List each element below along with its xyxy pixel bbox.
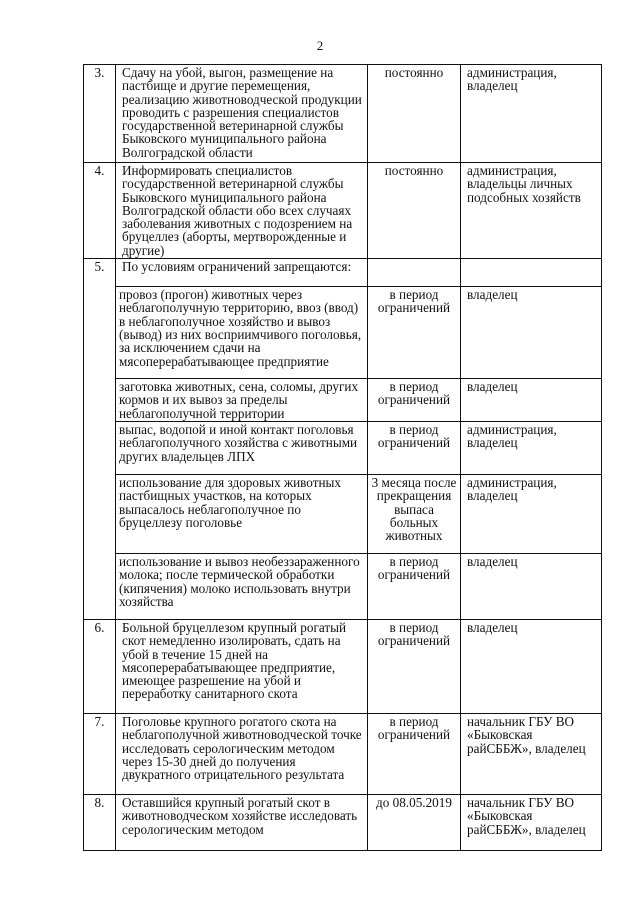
row-number: 7. bbox=[84, 713, 116, 794]
measure-responsible bbox=[461, 259, 602, 287]
measure-description: Информировать специалистов государственной ветеринарной службы Быковского муниципального района Волгоградской области обо всех случаях заболевания животных с подозрением на бруцеллез (аборты, мертворожденные и другие) bbox=[116, 163, 368, 259]
measure-term: 3 месяца после прекращения выпаса больных животных bbox=[368, 474, 461, 553]
measure-responsible: владелец bbox=[461, 619, 602, 713]
measure-description: Оставшийся крупный рогатый скот в животноводческом хозяйстве исследовать серологическим методом bbox=[116, 794, 368, 850]
measure-description: использование и вывоз необеззараженного молока; после термической обработки (кипячения) молоко использовать внутри хозяйства bbox=[116, 553, 368, 619]
measure-term: в период ограничений bbox=[368, 553, 461, 619]
measure-description: Поголовье крупного рогатого скота на неблагополучной животноводческой точке исследовать серологическим методом через 15-30 дней до получения двукратного отрицательного результата bbox=[116, 713, 368, 794]
table-row bbox=[84, 163, 602, 259]
measure-term: в период ограничений bbox=[368, 421, 461, 474]
row-number: 6. bbox=[84, 619, 116, 713]
measure-responsible: начальник ГБУ ВО «Быковская райСББЖ», владелец bbox=[461, 713, 602, 794]
measure-description: провоз (прогон) животных через неблагополучную территорию, ввоз (ввод) в неблагополучное хозяйство и вывоз (вывод) из них восприимчивого поголовья, за исключением сдачи на мясоперерабатывающее предприятие bbox=[116, 287, 368, 379]
measure-description: использование для здоровых животных пастбищных участков, на которых выпасалось неблагополучное по бруцеллезу поголовье bbox=[116, 474, 368, 553]
measure-term: постоянно bbox=[368, 163, 461, 259]
measure-term: в период ограничений bbox=[368, 379, 461, 422]
table-row bbox=[84, 619, 602, 713]
measure-description: Больной бруцеллезом крупный рогатый скот немедленно изолировать, сдать на убой в течение 15 дней на мясоперерабатывающее предприятие, имеющее разрешение на убой и переработку санитарного скота bbox=[116, 619, 368, 713]
measure-term: в период ограничений bbox=[368, 713, 461, 794]
measure-responsible: администрация, владелец bbox=[461, 474, 602, 553]
measure-description: По условиям ограничений запрещаются: bbox=[116, 259, 368, 287]
measures-table bbox=[83, 64, 602, 851]
measure-responsible: начальник ГБУ ВО «Быковская райСББЖ», владелец bbox=[461, 794, 602, 850]
table-row bbox=[84, 713, 602, 794]
table-subrow bbox=[84, 287, 602, 379]
measure-description: Сдачу на убой, выгон, размещение на пастбище и другие перемещения, реализацию животноводческой продукции проводить с разрешения специалистов государственной ветеринарной службы Быковского муниципального района Волгоградской области bbox=[116, 65, 368, 163]
measure-responsible: администрация, владельцы личных подсобных хозяйств bbox=[461, 163, 602, 259]
measure-description: выпас, водопой и иной контакт поголовья неблагополучного хозяйства с животными других владельцев ЛПХ bbox=[116, 421, 368, 474]
row-number: 4. bbox=[84, 163, 116, 259]
row-number: 5. bbox=[84, 259, 116, 620]
measure-responsible: владелец bbox=[461, 287, 602, 379]
row-number: 3. bbox=[84, 65, 116, 163]
measure-responsible: владелец bbox=[461, 379, 602, 422]
page-number: 2 bbox=[316, 38, 324, 53]
table-subrow bbox=[84, 421, 602, 474]
measure-term: до 08.05.2019 bbox=[368, 794, 461, 850]
table-row bbox=[84, 65, 602, 163]
table-subrow bbox=[84, 474, 602, 553]
measure-responsible: владелец bbox=[461, 553, 602, 619]
measure-term bbox=[368, 259, 461, 287]
measure-term: в период ограничений bbox=[368, 619, 461, 713]
table-subrow bbox=[84, 379, 602, 422]
measure-responsible: администрация, владелец bbox=[461, 65, 602, 163]
table-row bbox=[84, 259, 602, 287]
table-row bbox=[84, 794, 602, 850]
measure-description: заготовка животных, сена, соломы, других кормов и их вывоз за пределы неблагополучной территории bbox=[116, 379, 368, 422]
measure-responsible: администрация, владелец bbox=[461, 421, 602, 474]
row-number: 8. bbox=[84, 794, 116, 850]
table-subrow bbox=[84, 553, 602, 619]
measure-term: постоянно bbox=[368, 65, 461, 163]
measure-term: в период ограничений bbox=[368, 287, 461, 379]
